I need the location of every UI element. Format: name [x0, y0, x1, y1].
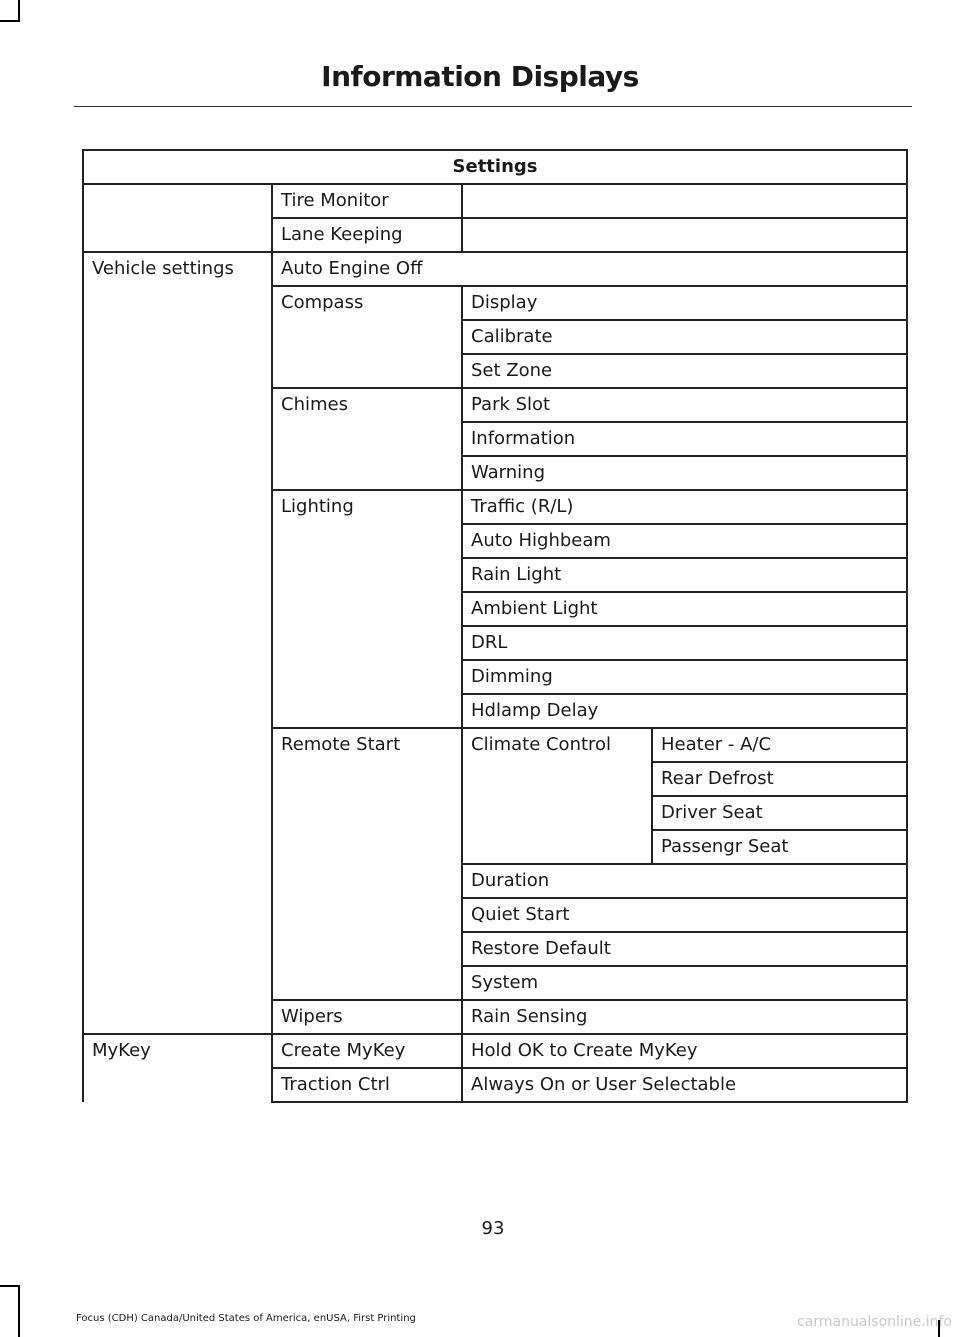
table-cell: Driver Seat	[652, 796, 907, 830]
table-cell: Auto Highbeam	[462, 524, 907, 558]
table-cell: Restore Default	[462, 932, 907, 966]
table-row	[83, 1034, 907, 1068]
title-divider	[74, 106, 912, 107]
table-cell: DRL	[462, 626, 907, 660]
table-cell-category: MyKey	[83, 1034, 272, 1102]
table-cell: Set Zone	[462, 354, 907, 388]
table-row	[83, 252, 907, 286]
table-cell: Dimming	[462, 660, 907, 694]
page-title: Information Displays	[321, 60, 639, 93]
table-cell: Park Slot	[462, 388, 907, 422]
edition-footer: Focus (CDH) Canada/United States of America, enUSA, First Printing	[76, 1313, 416, 1324]
table-cell: Calibrate	[462, 320, 907, 354]
table-cell: Information	[462, 422, 907, 456]
table-cell-group: Chimes	[272, 388, 462, 490]
table-cell: Rear Defrost	[652, 762, 907, 796]
table-header-row	[83, 150, 907, 184]
table-cell-category: Vehicle settings	[83, 252, 272, 1034]
table-cell: Warning	[462, 456, 907, 490]
table-cell: Auto Engine Off	[272, 252, 907, 286]
crop-mark-bottom-left	[18, 1285, 20, 1337]
table-cell: Rain Light	[462, 558, 907, 592]
table-cell-group: Compass	[272, 286, 462, 388]
table-title: Settings	[83, 150, 907, 184]
table-cell: Quiet Start	[462, 898, 907, 932]
crop-mark-top-left	[18, 0, 20, 22]
table-cell: Always On or User Selectable	[462, 1068, 907, 1102]
table-cell-group: Lighting	[272, 490, 462, 728]
table-cell: Rain Sensing	[462, 1000, 907, 1034]
table-cell: Traffic (R/L)	[462, 490, 907, 524]
settings-table	[82, 149, 908, 1103]
table-row	[83, 184, 907, 218]
crop-mark-top-left	[0, 20, 20, 22]
page-number: 93	[481, 1218, 505, 1239]
table-cell-group: Create MyKey	[272, 1034, 462, 1068]
table-cell: Ambient Light	[462, 592, 907, 626]
table-cell: Passengr Seat	[652, 830, 907, 864]
table-cell: System	[462, 966, 907, 1000]
watermark: carmanualsonline.info	[797, 1314, 952, 1330]
table-cell	[83, 184, 272, 252]
table-cell: Hdlamp Delay	[462, 694, 907, 728]
table-cell-group: Remote Start	[272, 728, 462, 1000]
crop-mark-bottom-left	[0, 1285, 20, 1287]
table-cell: Hold OK to Create MyKey	[462, 1034, 907, 1068]
table-cell: Lane Keeping	[272, 218, 462, 252]
table-cell	[462, 184, 907, 218]
table-cell: Heater - A/C	[652, 728, 907, 762]
table-cell: Duration	[462, 864, 907, 898]
table-cell-subgroup: Climate Control	[462, 728, 652, 864]
table-cell-group: Wipers	[272, 1000, 462, 1034]
table-cell: Display	[462, 286, 907, 320]
table-cell-group: Traction Ctrl	[272, 1068, 462, 1102]
table-cell	[462, 218, 907, 252]
table-cell: Tire Monitor	[272, 184, 462, 218]
